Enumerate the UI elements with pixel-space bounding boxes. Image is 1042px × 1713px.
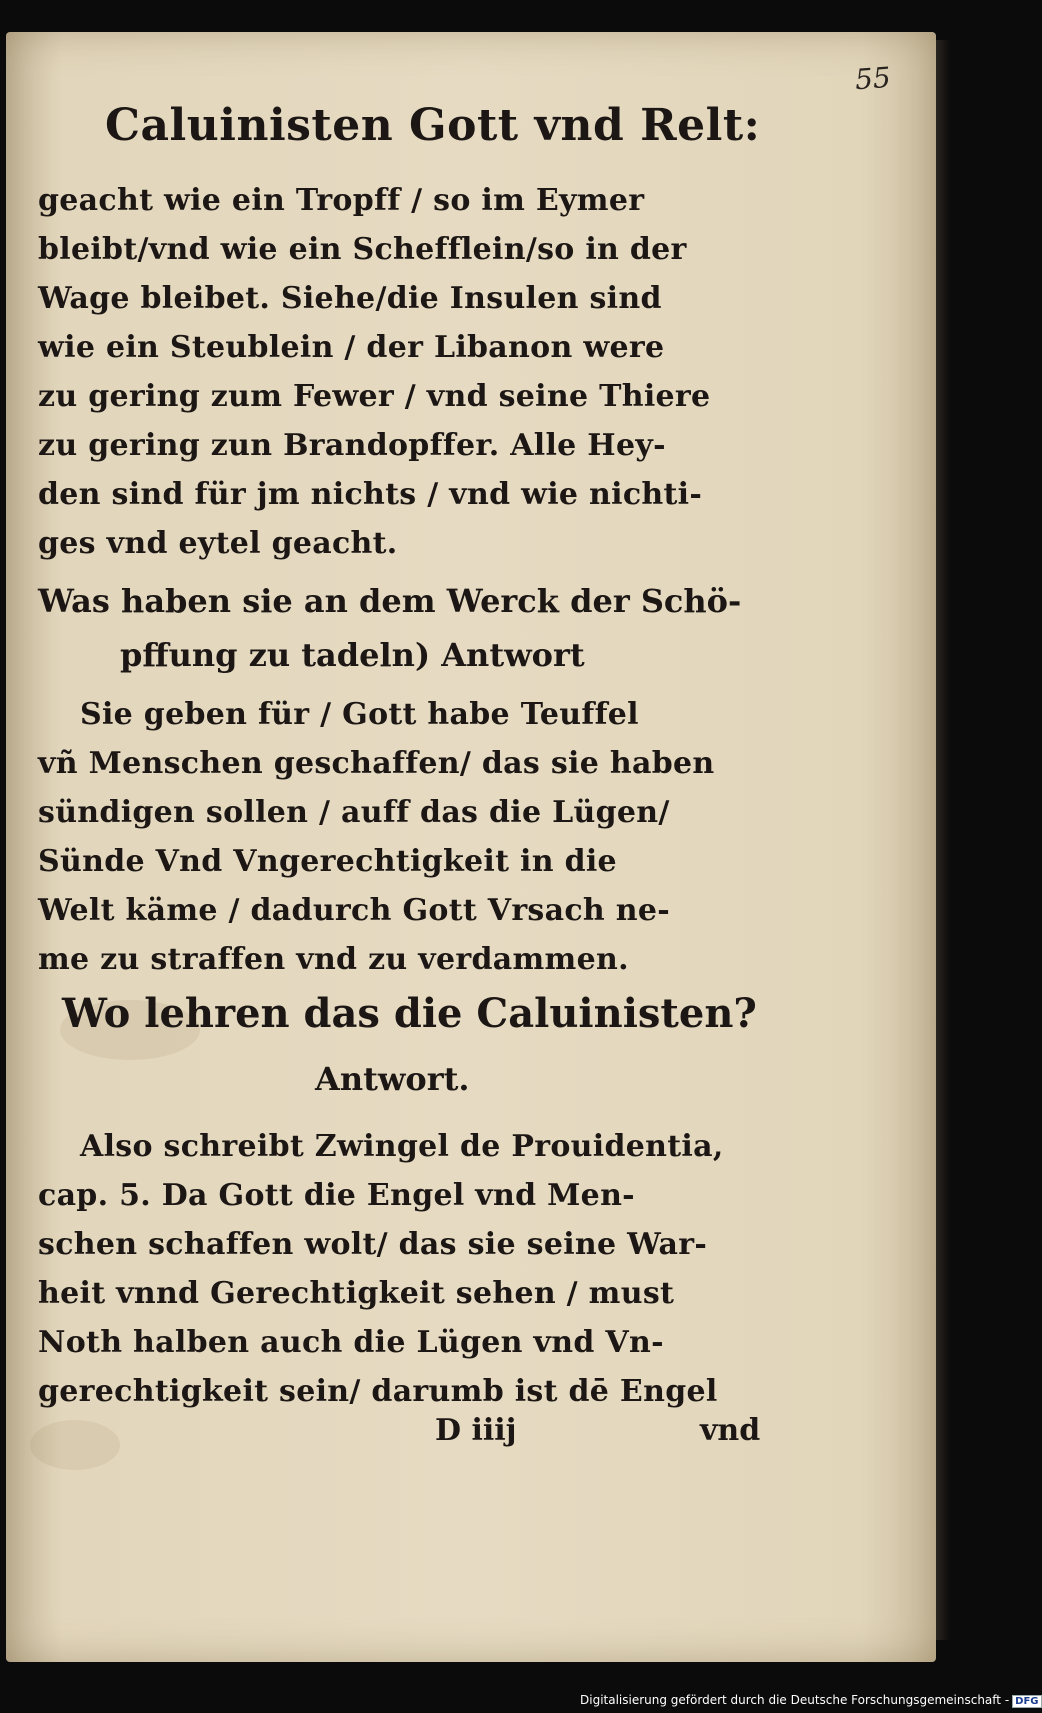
text-line: Wage bleibet. Siehe/die Insulen sind [38,281,662,316]
text-line: ges vnd eytel geacht. [38,526,398,561]
paragraph-2 [38,690,778,984]
text-line: zu gering zum Fewer / vnd seine Thiere [38,379,711,414]
funding-footer [580,1693,1042,1708]
text-line: bleibt/vnd wie ein Schefflein/so in der [38,232,687,267]
text-line: geacht wie ein Tropff / so im Eymer [38,183,645,218]
dfg-logo-icon: DFG [1012,1695,1041,1708]
running-head: Caluinisten Gott vnd Relt: [105,100,761,151]
text-line: schen schaffen wolt/ das sie seine War- [38,1227,708,1262]
question-line: Was haben sie an dem Werck der Schö- [38,582,742,620]
text-line: wie ein Steublein / der Libanon were [38,330,665,365]
paper-stain [30,1420,120,1470]
folio-number: 55 [853,60,892,97]
text-line: vñ Menschen geschaffen/ das sie haben [38,746,715,781]
signature-mark: D iiij [435,1413,517,1448]
answer-label: Antwort. [315,1060,470,1098]
text-line: sündigen sollen / auff das die Lügen/ [38,795,670,830]
text-line: Welt käme / dadurch Gott Vrsach ne- [38,893,671,928]
text-line: zu gering zun Brandopffer. Alle Hey- [38,428,666,463]
text-line: gerechtigkeit sein/ darumb ist dē Engel [38,1374,718,1409]
question-1 [38,574,778,682]
text-line: me zu straffen vnd zu verdammen. [38,942,629,977]
page-edge [936,40,950,1640]
question-2: Wo lehren das die Caluinisten? [62,990,757,1037]
text-line: Sünde Vnd Vngerechtigkeit in die [38,844,617,879]
text-line: Sie geben für / Gott habe Teuffel [80,697,639,732]
catchword: vnd [700,1413,761,1448]
text-line: heit vnnd Gerechtigkeit sehen / must [38,1276,675,1311]
text-line: cap. 5. Da Gott die Engel vnd Men- [38,1178,635,1213]
footer-text: Digitalisierung gefördert durch die Deutsche Forschungsgemeinschaft - [580,1693,1010,1707]
paragraph-1 [38,176,778,568]
text-line: Noth halben auch die Lügen vnd Vn- [38,1325,664,1360]
paragraph-3 [38,1122,778,1416]
text-line: Also schreibt Zwingel de Prouidentia, [80,1129,724,1164]
question-line: pffung zu tadeln) Antwort [120,636,585,674]
text-line: den sind für jm nichts / vnd wie nichti- [38,477,703,512]
